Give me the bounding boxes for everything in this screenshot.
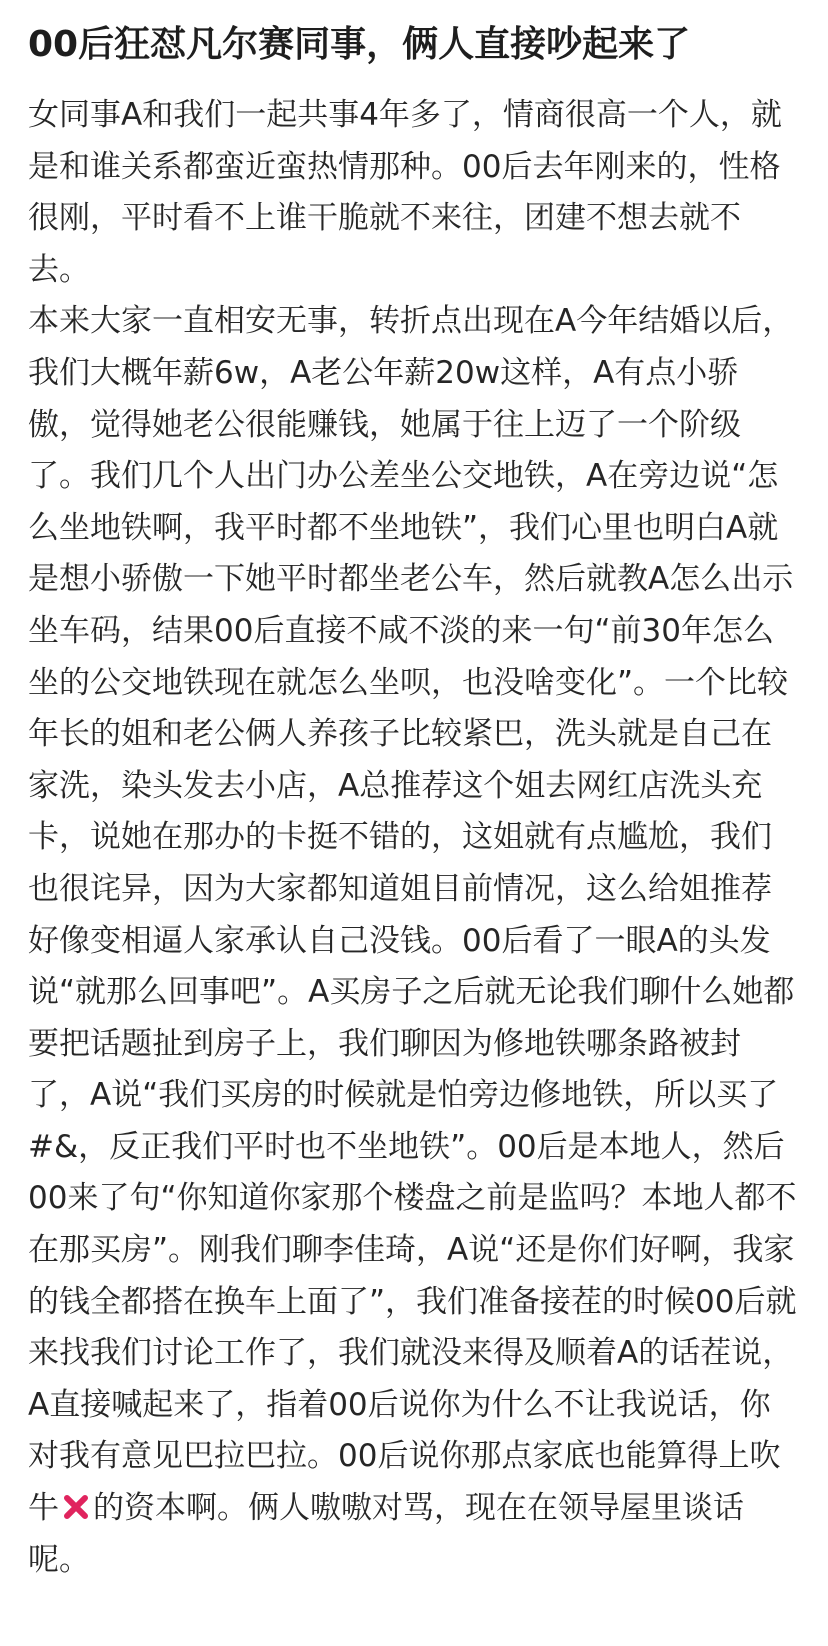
cross-mark-icon [61,1492,91,1522]
paragraph-2 [28,296,800,1586]
paragraph-2-after-icon: 的资本啊。俩人嗷嗷对骂，现在在领导屋里谈话呢。 [28,1490,744,1578]
paragraph-1: 女同事A和我们一起共事4年多了，情商很高一个人，就是和谁关系都蛮近蛮热情那种。00后去年刚来的，性格很刚，平时看不上谁干脆就不来往，团建不想去就不去。 [28,97,782,288]
paragraph-2-before-icon: 本来大家一直相安无事，转折点出现在A今年结婚以后，我们大概年薪6w，A老公年薪20w这样，A有点小骄傲，觉得她老公很能赚钱，她属于往上迈了一个阶级了。我们几个人出门办公差坐公交地铁，A在旁边说“怎么坐地铁啊，我平时都不坐地铁”，我们心里也明白A就是想小骄傲一下她平时都坐老公车，然后就教A怎么出示坐车码，结果00后直接不咸不淡的来一句“前30年怎么坐的公交地铁现在就怎么坐呗，也没啥变化”。一个比较年长的姐和老公俩人养孩子比较紧巴，洗头就是自己在家洗，染头发去小店，A总推荐这个姐去网红店洗头充卡，说她在那办的卡挺不错的，这姐就有点尴尬，我们也很诧异，因为大家都知道姐目前情况，这么给姐推荐好像变相逼人家承认自己没钱。00后看了一眼A的头发说“就那么回事吧”。A买房子之后就无论我们聊什么她都要把话题扯到房子上，我们聊因为修地铁哪条路被封了，A说“我们买房的时候就是怕旁边修地铁，所以买了#&，反正我们平时也不坐地铁”。00后是本地人，然后00来了句“你知道你家那个楼盘之前是监吗？本地人都不在那买房”。刚我们聊李佳琦，A说“还是你们好啊，我家的钱全都搭在换车上面了”，我们准备接茬的时候00后就来找我们讨论工作了，我们就没来得及顺着A的话茬说，A直接喊起来了，指着00后说你为什么不让我说话，你对我有意见巴拉巴拉。00后说你那点家底也能算得上吹牛 [28,303,797,1527]
post-title: 00后狂怼凡尔赛同事，俩人直接吵起来了 [28,24,691,65]
post-body [28,90,800,1586]
